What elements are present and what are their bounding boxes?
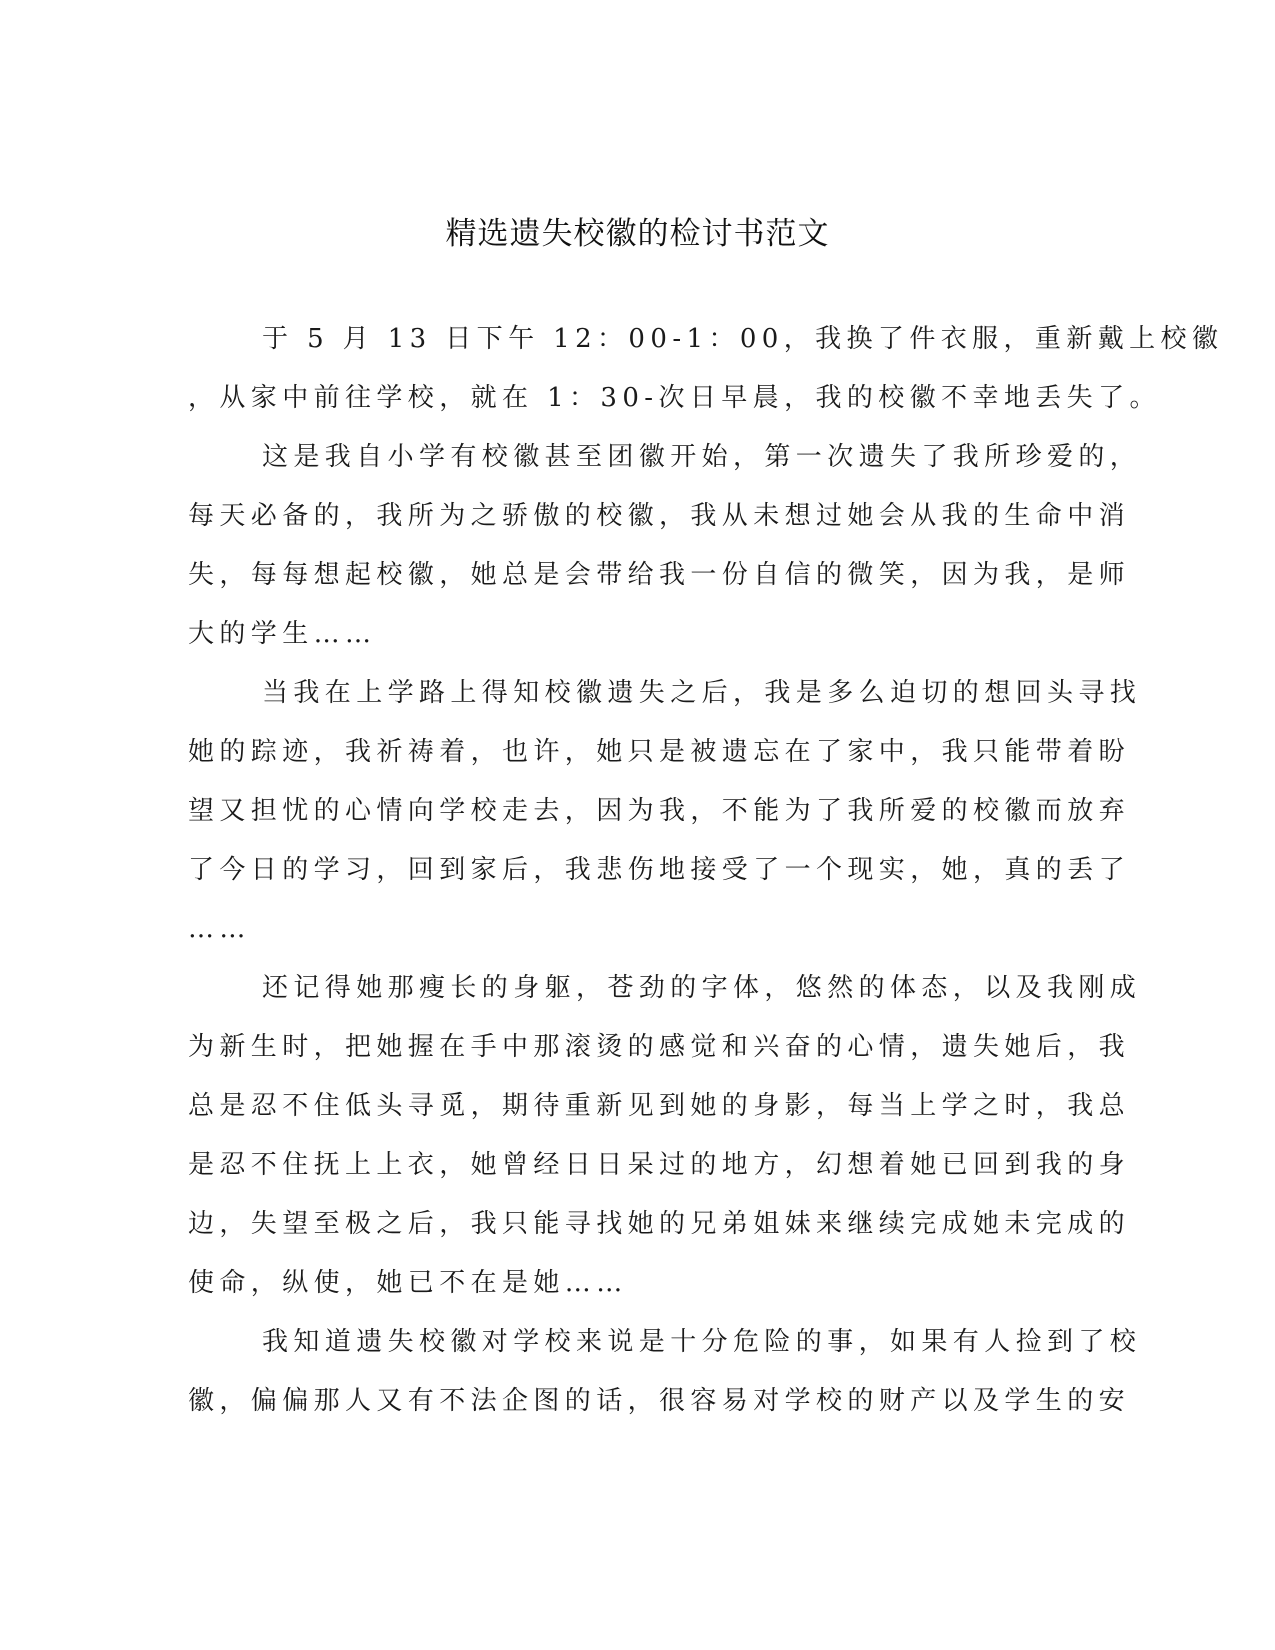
- paragraph-2-line-4: 大的学生……: [188, 619, 377, 649]
- paragraph-4-line-3: 总是忍不住低头寻觅，期待重新见到她的身影，每当上学之时，我总: [188, 1091, 1131, 1121]
- paragraph-5-line-1: 我知道遗失校徽对学校来说是十分危险的事，如果有人捡到了校: [262, 1327, 1142, 1357]
- paragraph-2-line-2: 每天必备的，我所为之骄傲的校徽，我从未想过她会从我的生命中消: [188, 501, 1131, 531]
- paragraph-2-line-1: 这是我自小学有校徽甚至团徽开始，第一次遗失了我所珍爱的，: [262, 442, 1142, 472]
- document-title: 精选遗失校徽的检讨书范文: [445, 216, 830, 252]
- paragraph-4-line-5: 边，失望至极之后，我只能寻找她的兄弟姐妹来继续完成她未完成的: [188, 1209, 1131, 1239]
- paragraph-1-line-2: ，从家中前往学校，就在 1：30-次日早晨，我的校徽不幸地丢失了。: [188, 383, 1161, 413]
- paragraph-4-line-4: 是忍不住抚上上衣，她曾经日日呆过的地方，幻想着她已回到我的身: [188, 1150, 1131, 1180]
- paragraph-4-line-1: 还记得她那瘦长的身躯，苍劲的字体，悠然的体态，以及我刚成: [262, 973, 1142, 1003]
- paragraph-3-line-5: ……: [188, 914, 251, 944]
- paragraph-3-line-3: 望又担忧的心情向学校走去，因为我，不能为了我所爱的校徽而放弃: [188, 796, 1131, 826]
- paragraph-3-line-4: 了今日的学习，回到家后，我悲伤地接受了一个现实，她，真的丢了: [188, 855, 1131, 885]
- paragraph-3-line-1: 当我在上学路上得知校徽遗失之后，我是多么迫切的想回头寻找: [262, 678, 1142, 708]
- paragraph-4-line-6: 使命，纵使，她已不在是她……: [188, 1268, 628, 1298]
- paragraph-2-line-3: 失，每每想起校徽，她总是会带给我一份自信的微笑，因为我，是师: [188, 560, 1131, 590]
- paragraph-3-line-2: 她的踪迹，我祈祷着，也许，她只是被遗忘在了家中，我只能带着盼: [188, 737, 1131, 767]
- paragraph-4-line-2: 为新生时，把她握在手中那滚烫的感觉和兴奋的心情，遗失她后，我: [188, 1032, 1131, 1062]
- paragraph-5-line-2: 徽，偏偏那人又有不法企图的话，很容易对学校的财产以及学生的安: [188, 1386, 1131, 1416]
- paragraph-1-line-1: 于 5 月 13 日下午 12：00-1：00，我换了件衣服，重新戴上校徽: [262, 324, 1224, 354]
